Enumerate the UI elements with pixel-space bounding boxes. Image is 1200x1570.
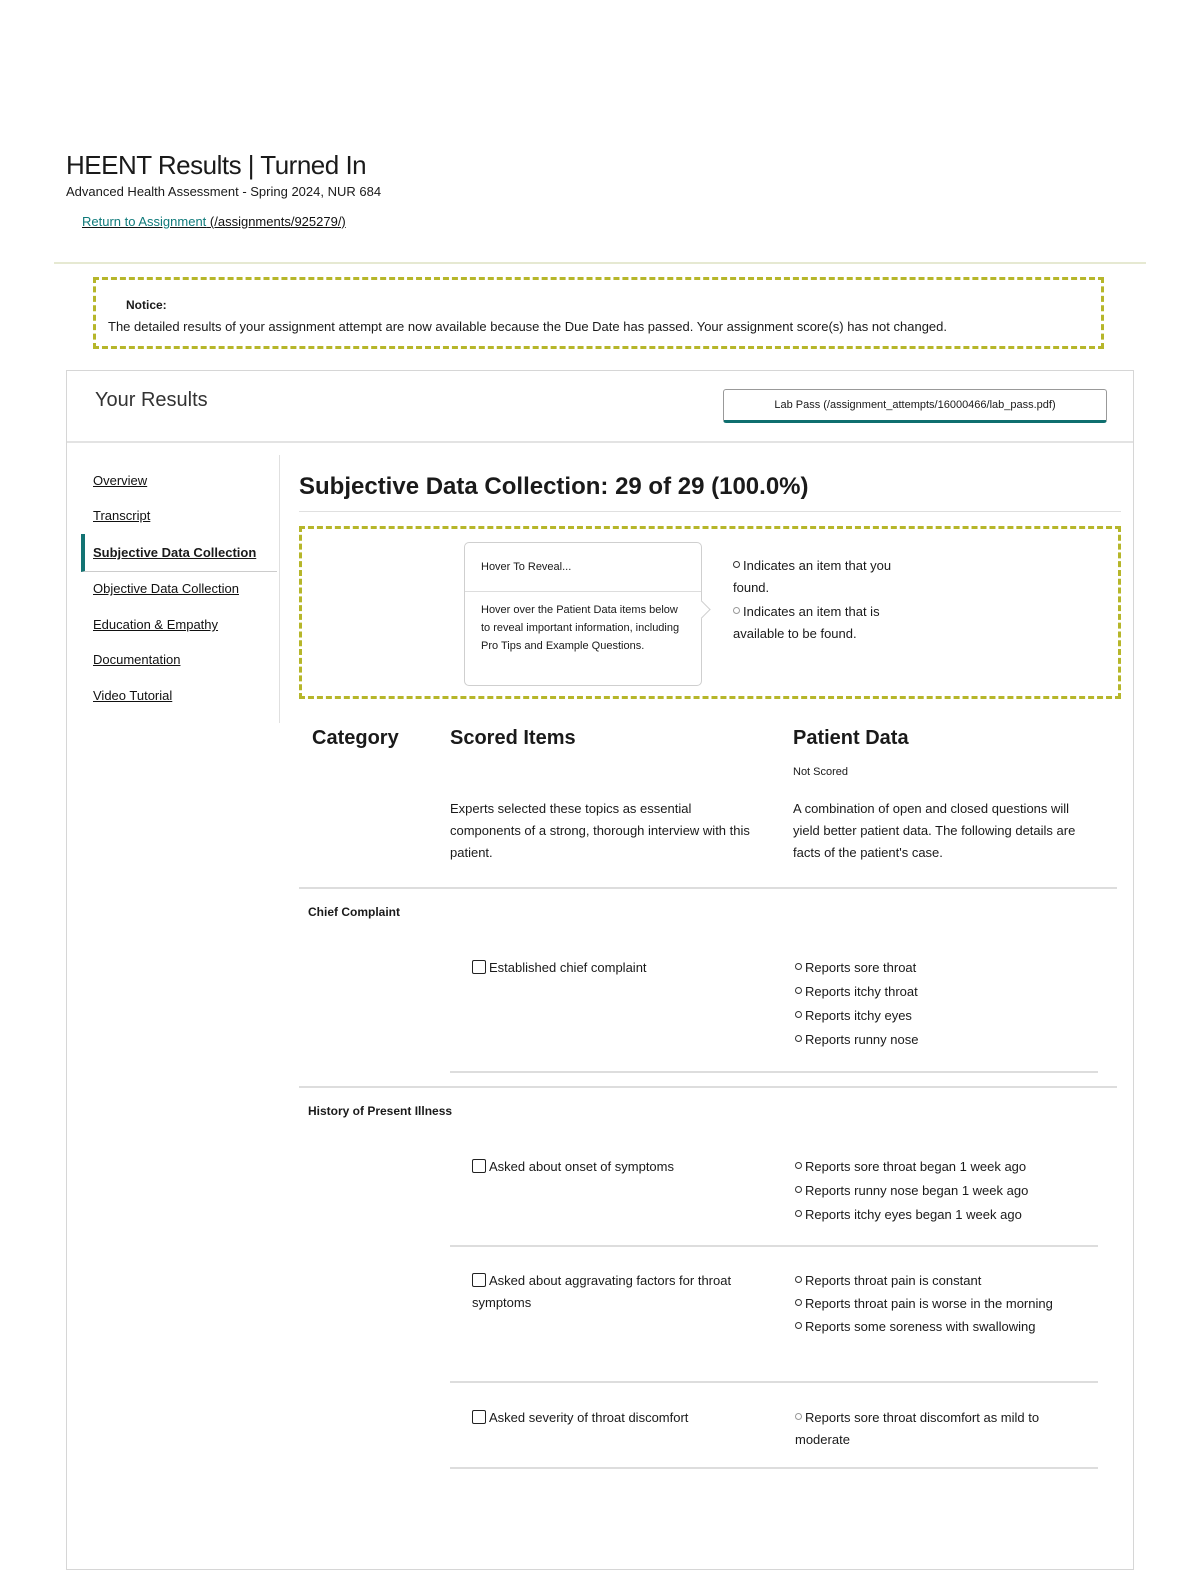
hover-tooltip [464, 542, 702, 686]
legend-available [733, 601, 893, 645]
scored-item [472, 957, 702, 979]
patient-data-item[interactable]: Reports runny nose [795, 1028, 1085, 1052]
available-dot-icon [795, 1413, 802, 1420]
nav-video-tutorial[interactable]: Video Tutorial [93, 688, 173, 703]
scored-items-description: Experts selected these topics as essential components of a strong, thorough interview with this patient. [450, 801, 750, 860]
section-divider [299, 511, 1121, 512]
patient-data-list [795, 1407, 1085, 1451]
header-divider [54, 262, 1146, 264]
patient-data-item[interactable]: Reports sore throat [795, 956, 1085, 980]
header-scored-items: Scored Items [450, 727, 576, 749]
not-scored-label: Not Scored [793, 766, 849, 778]
patient-data-item[interactable]: Reports some soreness with swallowing [795, 1315, 1085, 1339]
results-header [67, 371, 1133, 443]
category-chief-complaint: Chief Complaint [308, 905, 400, 919]
available-dot-icon [733, 607, 740, 614]
notice-title: Notice: [126, 298, 167, 312]
nav-transcript[interactable]: Transcript [93, 508, 151, 523]
patient-data-list [795, 1269, 1085, 1339]
patient-data-list [795, 1155, 1085, 1227]
checkbox-icon [472, 1410, 486, 1424]
sidebar-divider [279, 455, 280, 723]
patient-data-item[interactable]: Reports sore throat discomfort as mild to moderate [795, 1410, 1040, 1447]
scored-item-label: Established chief complaint [489, 960, 647, 975]
nav-overview[interactable]: Overview [93, 473, 148, 488]
return-to-assignment-link[interactable] [82, 214, 346, 229]
legend-available-text: Indicates an item that is available to be found. [733, 604, 880, 641]
found-dot-icon [795, 1162, 802, 1169]
scored-item-label: Asked about onset of symptoms [489, 1159, 674, 1174]
legend-found [733, 555, 893, 599]
nav-objective-data-collection[interactable]: Objective Data Collection [93, 581, 239, 596]
found-dot-icon [795, 963, 802, 970]
patient-data-list [795, 956, 1085, 1052]
patient-data-item[interactable]: Reports itchy throat [795, 980, 1085, 1004]
checkbox-icon [472, 960, 486, 974]
found-dot-icon [795, 1011, 802, 1018]
found-dot-icon [795, 1322, 802, 1329]
nav-documentation[interactable]: Documentation [93, 652, 181, 667]
tooltip-arrow [692, 600, 710, 618]
item-divider [450, 1467, 1098, 1469]
item-divider [450, 1071, 1098, 1073]
results-panel [66, 370, 1134, 1570]
scored-item [472, 1270, 742, 1314]
checkbox-icon [472, 1273, 486, 1287]
item-divider [450, 1245, 1098, 1247]
tooltip-divider [465, 591, 701, 592]
nav-active-label[interactable]: Subjective Data Collection [93, 545, 257, 560]
notice-box [93, 277, 1104, 349]
section-title: Subjective Data Collection: 29 of 29 (100.0%) [299, 473, 809, 500]
item-divider [450, 1381, 1098, 1383]
legend-found-text: Indicates an item that you found. [733, 558, 892, 595]
notice-text: The detailed results of your assignment attempt are now available because the Due Date has passed. Your assignment score(s) has not changed. [108, 319, 947, 334]
nav-subjective-data-collection[interactable] [81, 534, 277, 572]
page-title: HEENT Results | Turned In [66, 150, 367, 180]
patient-data-item[interactable]: Reports sore throat began 1 week ago [795, 1155, 1085, 1179]
patient-data-item[interactable]: Reports throat pain is constant [795, 1269, 1085, 1293]
tooltip-title: Hover To Reveal... [481, 561, 572, 573]
found-dot-icon [795, 987, 802, 994]
found-dot-icon [795, 1276, 802, 1283]
scored-item-label: Asked severity of throat discomfort [489, 1410, 689, 1425]
found-dot-icon [795, 1210, 802, 1217]
nav-education-empathy[interactable]: Education & Empathy [93, 617, 219, 632]
patient-data-item[interactable]: Reports itchy eyes began 1 week ago [795, 1203, 1085, 1227]
return-link-label[interactable]: Return to Assignment [82, 214, 207, 229]
results-title: Your Results [95, 389, 208, 411]
patient-data-description: A combination of open and closed questions will yield better patient data. The following details are facts of the patient's case. [793, 801, 1076, 860]
found-dot-icon [795, 1035, 802, 1042]
legend-box [299, 526, 1121, 699]
patient-data-item[interactable]: Reports throat pain is worse in the morning [795, 1293, 1085, 1315]
course-subtitle: Advanced Health Assessment - Spring 2024, NUR 684 [66, 184, 382, 199]
category-divider [299, 1086, 1117, 1088]
lab-pass-button[interactable]: Lab Pass (/assignment_attempts/16000466/lab_pass.pdf) [723, 389, 1107, 423]
found-dot-icon [795, 1299, 802, 1306]
checkbox-icon [472, 1159, 486, 1173]
found-dot-icon [795, 1186, 802, 1193]
tooltip-body: Hover over the Patient Data items below to reveal important information, including Pro Tips and Example Questions. [481, 604, 680, 652]
return-link-path[interactable]: (/assignments/925279/) [206, 214, 346, 229]
header-category: Category [312, 727, 399, 749]
found-dot-icon [733, 561, 740, 568]
category-history-present-illness: History of Present Illness [308, 1104, 453, 1118]
header-patient-data: Patient Data [793, 727, 909, 749]
patient-data-item[interactable]: Reports itchy eyes [795, 1004, 1085, 1028]
scored-item [472, 1156, 732, 1178]
scored-item-label: Asked about aggravating factors for throat symptoms [472, 1273, 732, 1310]
scored-item [472, 1407, 742, 1429]
table-divider [299, 887, 1117, 889]
patient-data-item[interactable]: Reports runny nose began 1 week ago [795, 1179, 1085, 1203]
